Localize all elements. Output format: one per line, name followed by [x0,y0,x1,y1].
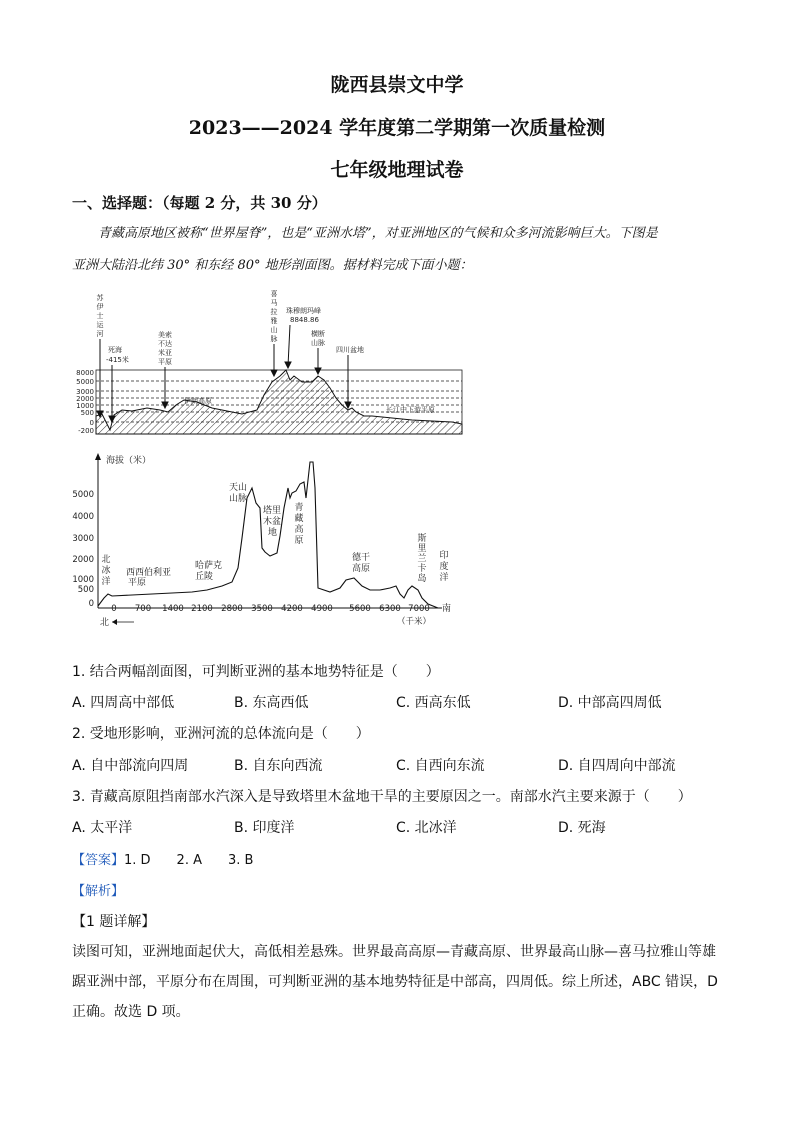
label-arctic: 洋 [101,577,111,587]
f2-ytick: 4000 [72,512,94,522]
terrain-30n [96,370,462,434]
f1-ytick: 1000 [76,402,94,410]
label-tarim: 塔里 [263,506,282,516]
label-himalaya: 喜 [270,290,278,298]
label-qingzang: 藏 [294,514,304,524]
question-2-stem: 2. 受地形影响，亚洲河流的总体流向是（ ） [72,726,370,742]
f1-ytick: 8000 [76,369,94,377]
label-suez: 河 [96,330,104,338]
q1-option-d[interactable]: D. 中部高四周低 [558,695,662,711]
f2-xtick: 2100 [191,604,213,614]
label-himalaya: 马 [270,299,278,307]
f2-y-axis-title: 海拔（米） [106,456,152,466]
f2-xtick: 3500 [251,604,273,614]
q2-option-b[interactable]: B. 自东向西流 [234,758,323,774]
analysis-sub-title: 【1 题详解】 [72,914,156,930]
label-suez: 士 [96,312,104,320]
f2-x-unit: （千米） [396,617,432,627]
q1-option-b[interactable]: B. 东高西低 [234,695,309,711]
label-srilanka: 卡 [417,564,427,574]
answer-line [72,849,253,868]
label-tarim: 地 [268,528,278,538]
analysis-line-2: 踞亚洲中部，平原分布在周围，可判断亚洲的基本地势特征是中部高，四周低。综上所述，ABC 错误，D [72,974,718,990]
label-srilanka: 兰 [417,554,427,564]
f2-ytick: 0 [88,599,94,609]
label-indian-ocean: 洋 [439,573,449,583]
f1-ytick: -200 [78,427,94,435]
label-iran: 伊朗高原 [184,397,212,405]
f2-ytick: 3000 [72,534,94,544]
label-qingzang: 原 [294,536,304,546]
subject-title: 七年级地理试卷 [330,159,464,181]
q3-option-d[interactable]: D. 死海 [558,820,606,836]
q2-option-c[interactable]: C. 自西向东流 [396,758,485,774]
q1-option-c[interactable]: C. 西高东低 [396,695,471,711]
label-qingzang: 高 [294,525,304,535]
label-everest-elev: 8848.86 [290,316,319,324]
q3-option-b[interactable]: B. 印度洋 [234,820,295,836]
f2-xtick: 1400 [162,604,184,614]
f2-north: 北 [100,618,110,628]
school-title: 陇西县崇文中学 [330,74,464,96]
question-3-stem: 3. 青藏高原阻挡南部水汽深入是导致塔里木盆地干旱的主要原因之一。南部水汽主要来源于（ ） [72,789,692,805]
label-hengduan: 横断 [311,330,325,338]
analysis-label-text: 【解析】 [72,884,125,899]
f2-xtick: 700 [134,604,152,614]
q1-option-a[interactable]: A. 四周高中部低 [72,695,175,711]
label-tianshan: 天山 [229,483,248,493]
label-arctic: 北 [101,555,111,565]
intro-line-1: 青藏高原地区被称“世界屋脊”，也是“亚洲水塔”，对亚洲地区的气候和众多河流影响巨大。下图是 [98,226,658,241]
label-deccan: 德干 [352,553,371,563]
label-indian-ocean: 印 [439,551,449,561]
label-srilanka: 斯 [417,534,427,544]
f1-ytick: 500 [80,409,94,417]
label-suez: 运 [96,321,104,329]
label-suez: 伊 [96,303,104,311]
q2-option-a[interactable]: A. 自中部流向四周 [72,758,189,774]
q3-option-c[interactable]: C. 北冰洋 [396,820,457,836]
f2-xtick: 5600 [349,604,371,614]
q2-option-d[interactable]: D. 自四周向中部流 [558,758,676,774]
label-srilanka: 岛 [417,574,427,584]
f2-xtick: 7000 [408,604,430,614]
label-himalaya: 山 [270,326,278,334]
f2-ytick: 1000 [72,575,94,585]
label-west-siberia: 平原 [128,578,147,588]
f2-south: 南 [442,604,452,614]
label-kazakh: 丘陵 [195,572,214,582]
f2-xtick: 0 [111,604,117,614]
label-indian-ocean: 度 [439,562,449,572]
f2-xtick: 4200 [281,604,303,614]
f1-ytick: 0 [89,419,94,427]
label-hengduan: 山脉 [311,339,325,347]
question-1-stem: 1. 结合两幅剖面图，可判断亚洲的基本地势特征是（ ） [72,664,440,680]
section-title: 一、选择题：（每题 2 分，共 30 分） [72,194,327,212]
analysis-label [72,880,124,899]
label-everest: 珠穆朗玛峰 [286,307,321,315]
label-dead-sea: 死海 [108,346,122,354]
answer-label: 【答案】 [72,853,125,868]
f2-ytick: 5000 [72,490,94,500]
profile-figure-30n [72,290,472,440]
label-suez: 苏 [96,294,104,302]
label-srilanka: 里 [417,544,427,554]
label-deccan: 高原 [352,564,371,574]
label-sichuan: 四川盆地 [336,346,364,354]
analysis-line-3: 正确。故选 D 项。 [72,1004,190,1020]
label-qingzang: 青 [294,503,304,513]
label-mesopotamia: 不达 [158,340,172,348]
f2-xtick: 6300 [379,604,401,614]
f2-ytick: 500 [77,585,94,595]
f2-ytick: 2000 [72,555,94,565]
label-himalaya: 拉 [270,308,278,316]
label-kazakh: 哈萨克 [195,561,223,571]
label-dead-sea-elev: -415米 [106,356,129,364]
label-tarim: 木盆 [263,517,282,527]
analysis-line-1: 读图可知，亚洲地面起伏大，高低相差悬殊。世界最高高原—青藏高原、世界最高山脉—喜马拉雅山等雄 [72,944,716,960]
label-yangtze: 长江中下游平原 [386,406,435,414]
label-arctic: 冰 [101,566,111,576]
label-mesopotamia: 米亚 [158,349,172,357]
f2-xtick: 4900 [311,604,333,614]
f1-ytick: 5000 [76,378,94,386]
f1-ytick: 2000 [76,395,94,403]
f2-xtick: 2800 [221,604,243,614]
label-himalaya: 脉 [270,335,278,343]
exam-term-title: 2023——2024 学年度第二学期第一次质量检测 [188,117,606,139]
label-mesopotamia: 美索 [158,331,172,339]
f1-ytick: 3000 [76,388,94,396]
answer-text: 1. D 2. A 3. B [124,853,254,868]
label-himalaya: 雅 [270,317,278,325]
label-mesopotamia: 平原 [158,358,172,366]
profile-figure-80e [72,448,472,633]
q3-option-a[interactable]: A. 太平洋 [72,820,133,836]
intro-line-2: 亚洲大陆沿北纬 30° 和东经 80° 地形剖面图。据材料完成下面小题： [72,258,473,273]
label-west-siberia: 西西伯利亚 [126,568,172,578]
label-tianshan: 山脉 [229,494,248,504]
